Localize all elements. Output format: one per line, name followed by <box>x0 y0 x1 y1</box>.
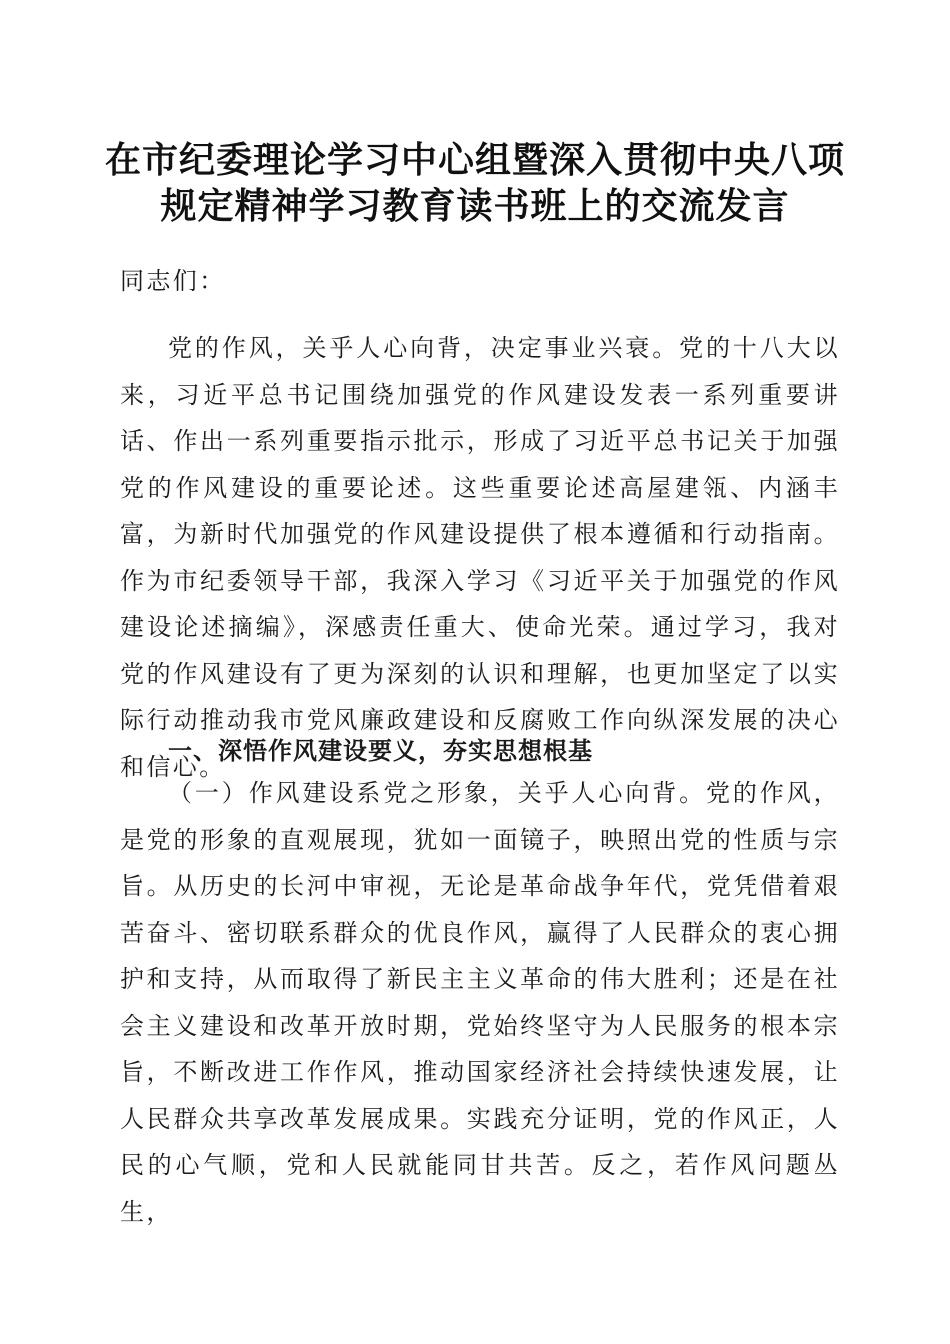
document-title-line-1: 在市纪委理论学习中心组暨深入贯彻中央八项 <box>104 139 845 181</box>
paragraph-section-1-1: （一）作风建设系党之形象，关乎人心向背。党的作风，是党的形象的直观展现，犹如一面镜子，映照出党的性质与宗旨。从历史的长河中审视，无论是革命战争年代，党凭借着艰苦奋斗、密切联系群众的优良作风，赢得了人民群众的衷心拥护和支持，从而取得了新民主主义革命的伟大胜利；还是在社会主义建设和改革开放时期，党始终坚守为人民服务的根本宗旨，不断改进工作作风，推动国家经济社会持续快速发展，让人民群众共享改革发展成果。实践充分证明，党的作风正，人民的心气顺，党和人民就能同甘共苦。反之，若作风问题丛生， <box>120 779 840 1226</box>
document-title-line-2: 规定精神学习教育读书班上的交流发言 <box>160 185 790 227</box>
paragraph-intro: 党的作风，关乎人心向背，决定事业兴衰。党的十八大以来，习近平总书记围绕加强党的作风建设发表一系列重要讲话、作出一系列重要指示批示，形成了习近平总书记关于加强党的作风建设的重要论述。这些重要论述高屋建瓴、内涵丰富，为新时代加强党的作风建设提供了根本遵循和行动指南。作为市纪委领导干部，我深入学习《习近平关于加强党的作风建设论述摘编》，深感责任重大、使命光荣。通过学习，我对党的作风建设有了更为深刻的认识和理解，也更加坚定了以实际行动推动我市党风廉政建设和反腐败工作向纵深发展的决心和信心。 <box>120 334 840 781</box>
section-heading-1: 一、深悟作风建设要义，夯实思想根基 <box>168 737 593 765</box>
salutation: 同志们： <box>120 267 226 295</box>
